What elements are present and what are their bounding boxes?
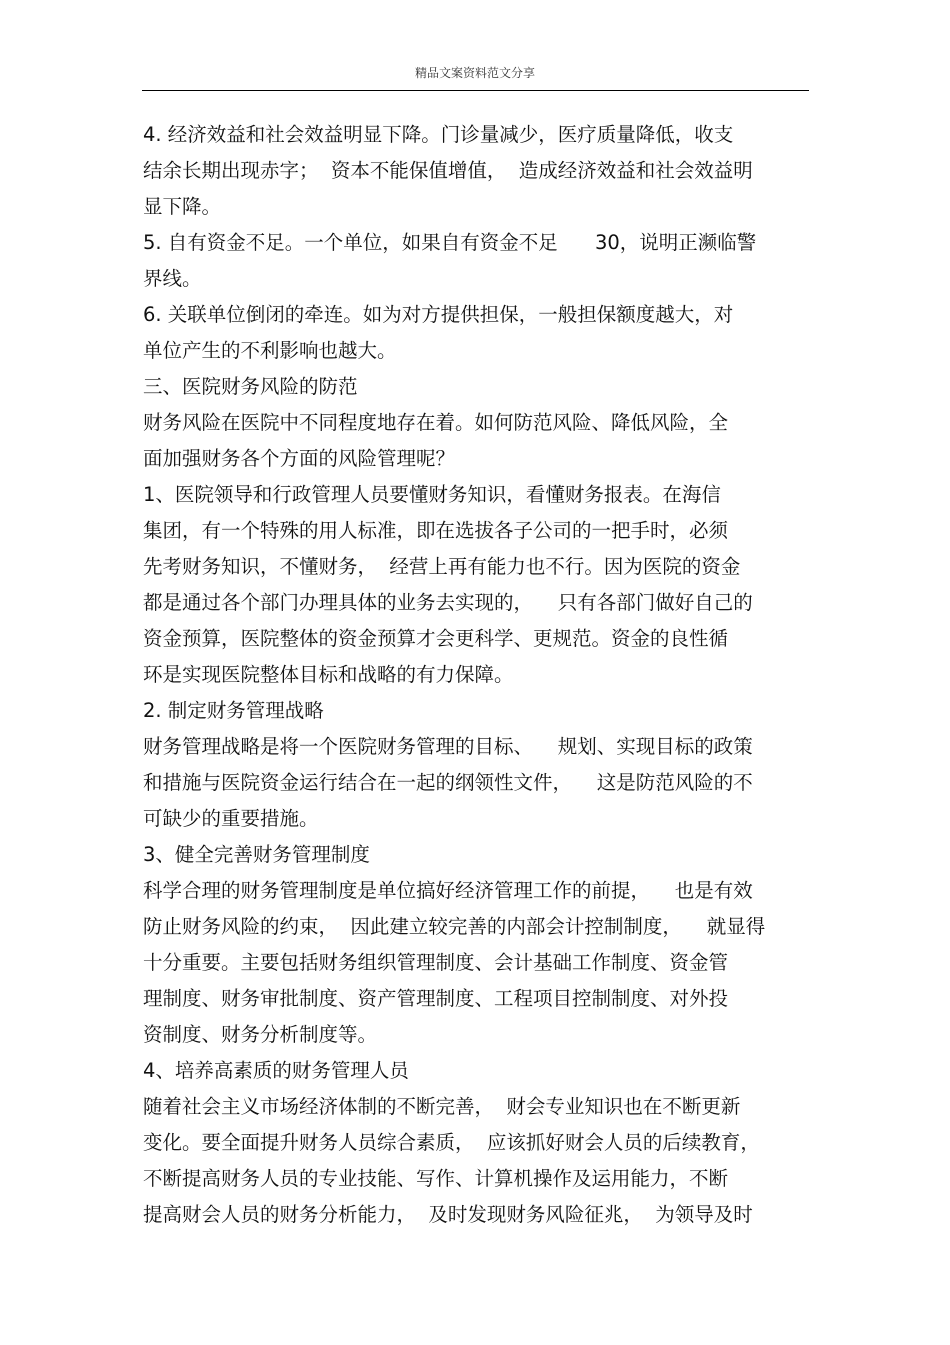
text-line: 理制度、财务审批制度、资产管理制度、工程项目控制制度、对外投 bbox=[143, 987, 729, 1010]
text-line: 随着社会主义市场经济体制的不断完善， 财会专业知识也在不断更新 bbox=[143, 1095, 741, 1118]
text-line: 三、医院财务风险的防范 bbox=[143, 375, 358, 398]
text-line: 面加强财务各个方面的风险管理呢？ bbox=[143, 447, 456, 470]
text-line: 变化。要全面提升财务人员综合素质， 应该抓好财会人员的后续教育， bbox=[143, 1131, 760, 1154]
header-divider bbox=[142, 90, 809, 91]
text-line: 科学合理的财务管理制度是单位搞好经济管理工作的前提， 也是有效 bbox=[143, 879, 753, 902]
text-line: 5. 自有资金不足。一个单位，如果自有资金不足 30，说明正濒临警 bbox=[143, 231, 757, 254]
text-line: 资金预算，医院整体的资金预算才会更科学、更规范。资金的良性循 bbox=[143, 627, 729, 650]
text-line: 财务风险在医院中不同程度地存在着。如何防范风险、降低风险，全 bbox=[143, 411, 729, 434]
text-line: 2. 制定财务管理战略 bbox=[143, 699, 324, 722]
text-line: 1、医院领导和行政管理人员要懂财务知识，看懂财务报表。在海信 bbox=[143, 483, 721, 506]
text-line: 和措施与医院资金运行结合在一起的纲领性文件， 这是防范风险的不 bbox=[143, 771, 753, 794]
text-line: 资制度、财务分析制度等。 bbox=[143, 1023, 378, 1046]
text-line: 4、培养高素质的财务管理人员 bbox=[143, 1059, 409, 1082]
text-line: 不断提高财务人员的专业技能、写作、计算机操作及运用能力，不断 bbox=[143, 1167, 729, 1190]
text-line: 提高财会人员的财务分析能力， 及时发现财务风险征兆， 为领导及时 bbox=[143, 1203, 753, 1226]
text-line: 界线。 bbox=[143, 267, 202, 290]
text-line: 可缺少的重要措施。 bbox=[143, 807, 319, 830]
page-header: 精品文案资料范文分享 bbox=[414, 66, 535, 80]
text-line: 显下降。 bbox=[143, 195, 222, 218]
text-line: 6. 关联单位倒闭的牵连。如为对方提供担保，一般担保额度越大，对 bbox=[143, 303, 734, 326]
text-line: 4. 经济效益和社会效益明显下降。门诊量减少，医疗质量降低，收支 bbox=[143, 123, 734, 146]
text-line: 环是实现医院整体目标和战略的有力保障。 bbox=[143, 663, 514, 686]
text-line: 防止财务风险的约束， 因此建立较完善的内部会计控制制度， 就显得 bbox=[143, 915, 766, 938]
document-body bbox=[143, 117, 813, 1233]
text-line: 集团，有一个特殊的用人标准，即在选拔各子公司的一把手时，必须 bbox=[143, 519, 729, 542]
text-line: 十分重要。主要包括财务组织管理制度、会计基础工作制度、资金管 bbox=[143, 951, 729, 974]
text-line: 财务管理战略是将一个医院财务管理的目标、 规划、实现目标的政策 bbox=[143, 735, 753, 758]
text-line: 结余长期出现赤字； 资本不能保值增值， 造成经济效益和社会效益明 bbox=[143, 159, 753, 182]
text-line: 3、健全完善财务管理制度 bbox=[143, 843, 370, 866]
text-line: 都是通过各个部门办理具体的业务去实现的， 只有各部门做好自己的 bbox=[143, 591, 753, 614]
text-line: 单位产生的不利影响也越大。 bbox=[143, 339, 397, 362]
text-line: 先考财务知识，不懂财务， 经营上再有能力也不行。因为医院的资金 bbox=[143, 555, 741, 578]
